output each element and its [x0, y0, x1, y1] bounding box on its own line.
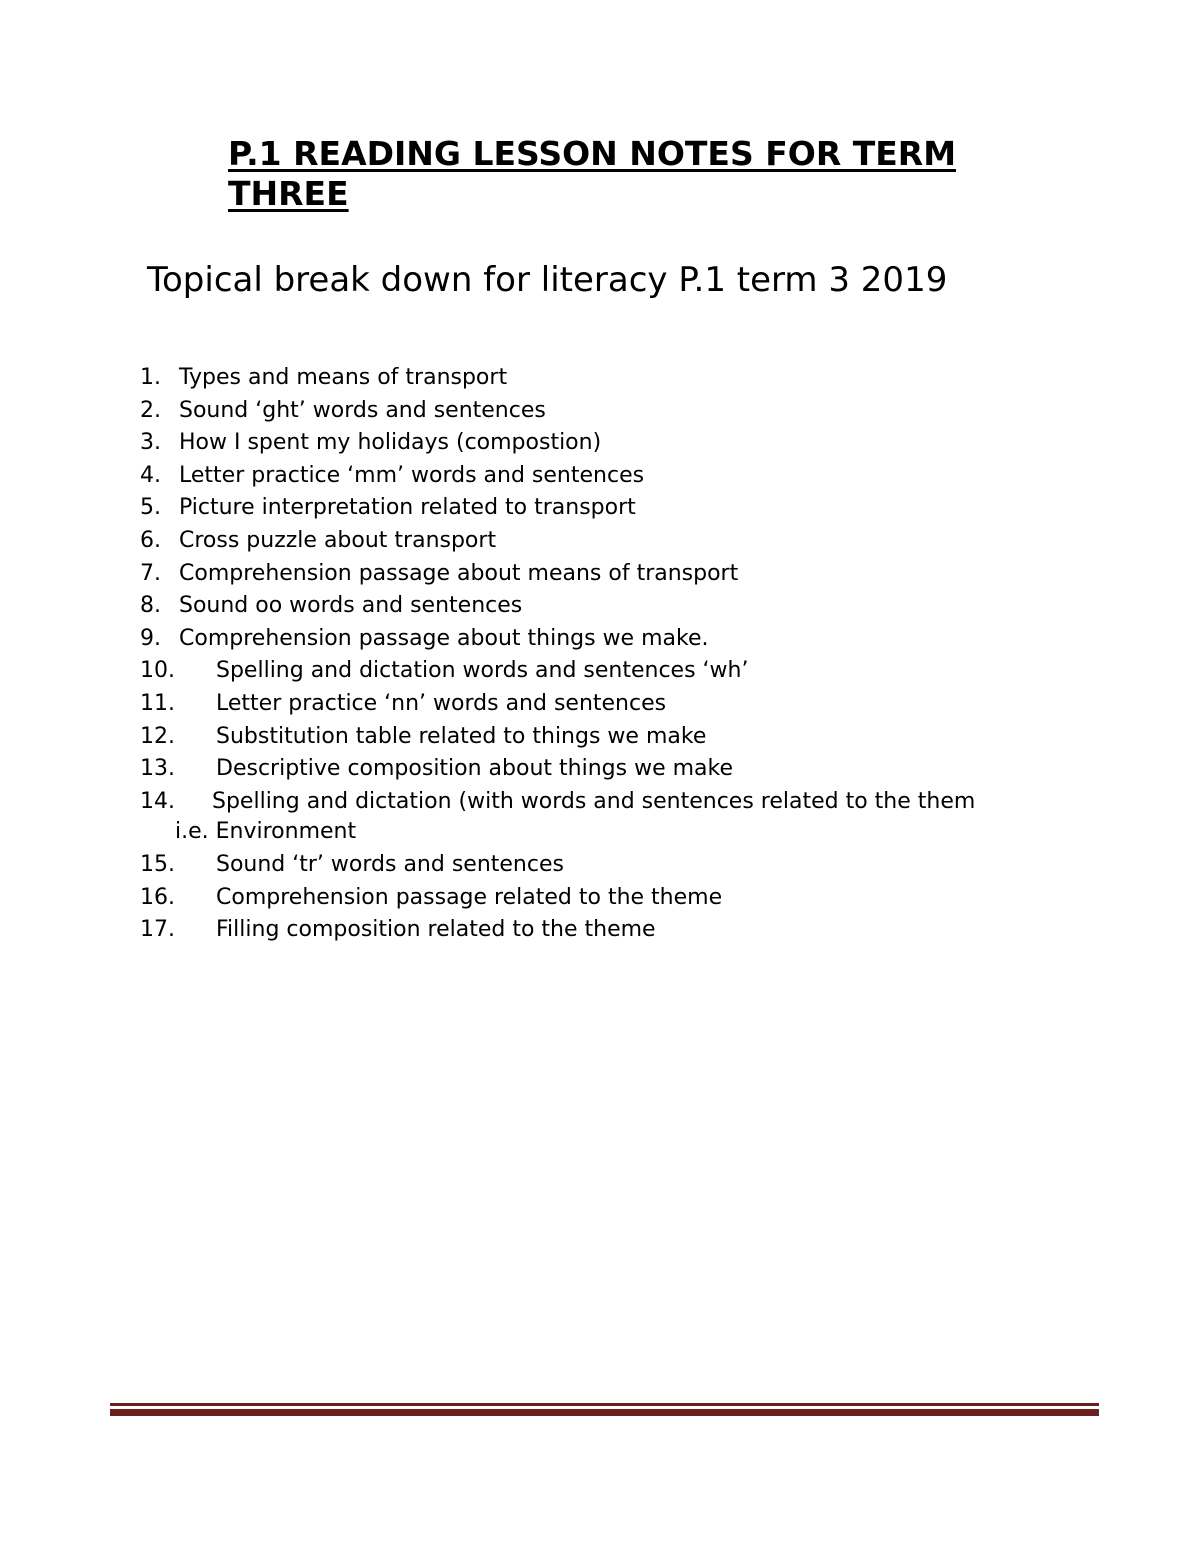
item-number: 5. [140, 495, 161, 521]
list-item [140, 460, 975, 493]
item-text: Spelling and dictation words and sentences ‘wh’ [216, 658, 749, 684]
list-item [140, 786, 975, 849]
item-number: 3. [140, 430, 161, 456]
subtitle: Topical break down for literacy P.1 term 3 2019 [147, 260, 948, 300]
item-number: 6. [140, 527, 161, 553]
item-number: 10. [140, 658, 175, 684]
list-item [140, 721, 975, 754]
footer-rule [110, 1403, 1099, 1416]
item-number: 2. [140, 397, 161, 423]
item-text: Letter practice ‘mm’ words and sentences [179, 462, 645, 488]
item-number: 17. [140, 917, 175, 943]
item-text: Letter practice ‘nn’ words and sentences [216, 690, 667, 716]
list-item [140, 623, 975, 656]
item-number: 15. [140, 851, 175, 877]
item-number: 9. [140, 625, 161, 651]
item-text: Types and means of transport [179, 365, 508, 390]
list-item [140, 849, 975, 882]
item-text: Sound oo words and sentences [179, 593, 523, 619]
item-text: How I spent my holidays (compostion) [179, 430, 602, 456]
item-number: 13. [140, 756, 175, 782]
item-text: Comprehension passage about things we make. [179, 625, 709, 651]
item-text: Sound ‘ght’ words and sentences [179, 397, 546, 423]
item-text: Sound ‘tr’ words and sentences [216, 851, 564, 877]
item-number: 16. [140, 884, 175, 910]
footer-rule-thick-line [110, 1409, 1099, 1416]
item-number: 11. [140, 690, 175, 716]
page-title: P.1 READING LESSON NOTES FOR TERM THREE [228, 134, 957, 213]
list-item [140, 558, 975, 591]
item-number: 8. [140, 593, 161, 619]
list-item [140, 395, 975, 428]
item-text: Spelling and dictation (with words and sentences related to the them [212, 788, 976, 814]
item-text: Filling composition related to the theme [216, 917, 656, 943]
item-text: Picture interpretation related to transport [179, 495, 636, 521]
item-number: 4. [140, 462, 161, 488]
list-item [140, 688, 975, 721]
list-item [140, 914, 975, 947]
item-text: Comprehension passage related to the theme [216, 884, 723, 910]
list-item [140, 362, 975, 395]
list-item [140, 655, 975, 688]
list-item [140, 753, 975, 786]
list-item [140, 492, 975, 525]
item-number: 1. [140, 365, 161, 390]
topic-list [140, 362, 975, 947]
item-number: 12. [140, 723, 175, 749]
item-text: Comprehension passage about means of transport [179, 560, 739, 586]
item-text: Descriptive composition about things we make [216, 756, 733, 782]
list-item [140, 882, 975, 915]
list-item [140, 590, 975, 623]
item-number: 7. [140, 560, 161, 586]
item-text-continuation: i.e. Environment [175, 819, 357, 845]
list-item [140, 427, 975, 460]
list-item [140, 525, 975, 558]
item-text: Substitution table related to things we make [216, 723, 707, 749]
item-text: Cross puzzle about transport [179, 527, 497, 553]
item-number: 14. [140, 788, 175, 814]
